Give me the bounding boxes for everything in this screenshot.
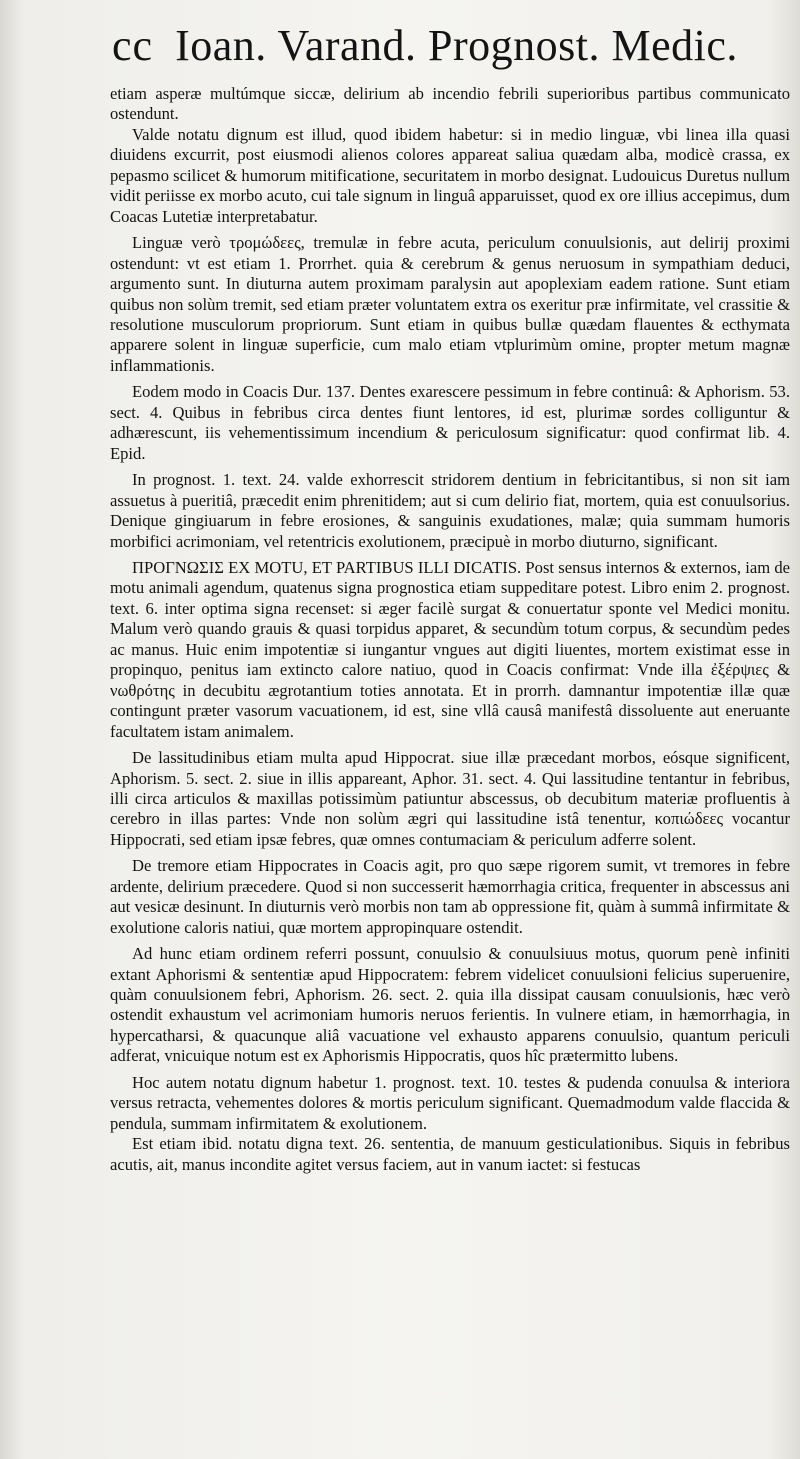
page-number: cc <box>112 21 154 70</box>
paragraph: Hoc autem notatu dignum habetur 1. prognost. text. 10. testes & pudenda conuulsa & interiora versus retracta, vehementes dolores & mortis periculum significant. Quemadmodum valde flaccida & pendula, summam infirmitatem & exolutionem. <box>110 1072 790 1133</box>
text-body <box>110 84 790 1175</box>
paragraph: Eodem modo in Coacis Dur. 137. Dentes exarescere pessimum in febre continuâ: & Aphorism. 53. sect. 4. Quibus in febribus circa dentes fiunt lentores, id est, plurimæ sordes colliguntur & adhærescunt, iis vehementissimum incendium & periculosum significatur: quod confirmat lib. 4. Epid. <box>110 382 790 463</box>
section-paragraph: ΠΡΟΓΝΩΣΙΣ EX MOTU, ET PARTIBUS ILLI DICATIS. Post sensus internos & externos, iam de motu animali agendum, quatenus signa prognostica etiam suppeditare potest. Libro enim 2. prognost. text. 6. inter optima signa recenset: si æger facilè surgat & conuertatur sponte vel Medici monitu. Malum verò quando grauis & quasi torpidus apparet, & secundùm totum corpus, & secundùm pedes ac manus. Huic enim impotentiæ si iungantur vngues aut digiti liuentes, mortem existimat esse in propinquo, penitus iam extincto calore natiuo, quod in Coacis confirmat: Vnde illa ἐξέρψιες & νωθρότης in decubitu ægrotantium toties annotata. Et in prorrh. damnantur impotentiæ illæ quæ contingunt præter vasorum vacuationem, id est, sine vllâ causâ manifestâ dissoluente aut eneruante facultatem istam animalem. <box>110 557 790 741</box>
paragraph: Linguæ verò τρομώδεες, tremulæ in febre acuta, periculum conuulsionis, aut delirij proximi ostendunt: vt est etiam 1. Prorrhet. quia & cerebrum & genus neruosum in sympathiam deduci, argumento sunt. In diuturna autem proximam paralysin aut apoplexiam eadem ratione. Sunt etiam quibus non solùm tremit, sed etiam præter voluntatem extra os exeritur præ infirmitate, vel crassitie & resolutione musculorum propriorum. Sunt etiam in quibus bullæ quædam flauentes & ecthymata apparere solent in linguæ superficie, cum malo etiam vtplurimùm omine, propter metum magnæ inflammationis. <box>110 233 790 375</box>
paragraph: Ad hunc etiam ordinem referri possunt, conuulsio & conuulsiuus motus, quorum penè infiniti extant Aphorismi & sententiæ apud Hippocratem: febrem videlicet conuulsioni felicius superuenire, quàm conuulsionem febri, Aphorism. 26. sect. 2. quia illa dissipat causam conuulsionis, hæc verò ostendit exhaustum vel acrimoniam humoris neruos ferientis. In vulnere etiam, in hæmorrhagia, in hypercatharsi, & quacunque aliâ vacuatione vel exhausto apparens conuulsio, quantum periculi adferat, vnicuique notum est ex Aphorismis Hippocratis, quos hîc prætermitto lubens. <box>110 944 790 1066</box>
paragraph: etiam asperæ multúmque siccæ, delirium ab incendio febrili superioribus partibus communicato ostendunt. <box>110 84 790 124</box>
paragraph: Est etiam ibid. notatu digna text. 26. sententia, de manuum gesticulationibus. Siquis in febribus acutis, ait, manus incondite agitet versus faciem, aut in vanum iactet: si festucas <box>110 1134 790 1174</box>
paragraph: Valde notatu dignum est illud, quod ibidem habetur: si in medio linguæ, vbi linea illa quasi diuidens excurrit, post eiusmodi alienos colores appareat saliua quædam alba, modicè crassa, ex pepasmo scilicet & humorum mitificatione, securitatem in morbo designat. Ludouicus Duretus nullum vidit periisse ex morbo acuto, cui tale signum in linguâ apparuisset, quod ex ore illius accepimus, dum Coacas Lutetiæ interpretabatur. <box>110 124 790 226</box>
running-header <box>112 20 792 80</box>
running-title: Ioan. Varand. Prognost. Medic. <box>175 21 738 70</box>
paragraph: De lassitudinibus etiam multa apud Hippocrat. siue illæ præcedant morbos, eósque significent, Aphorism. 5. sect. 2. siue in illis appareant, Aphor. 31. sect. 4. Qui lassitudine tentantur in febribus, illi circa articulos & maxillas potissimùm patiuntur abscessus, ob decubitum materiæ profluentis à cerebro in illas partes: Vnde non solùm ægri qui lassitudine istâ tenentur, κοπιώδεες vocantur Hippocrati, sed etiam ipsæ febres, quæ omnes contumaciam & periculum adferre solent. <box>110 748 790 849</box>
paragraph: In prognost. 1. text. 24. valde exhorrescit stridorem dentium in febricitantibus, si non sit iam assuetus à pueritiâ, præcedit enim phrenitidem; aut si cum delirio fiat, mortem, quia est conuulsorius. Denique gingiuarum in febre erosiones, & sanguinis exudationes, malæ; quia summam humoris morbifici acrimoniam, vel retentricis exolutionem, præcipuè in morbo diuturno, significant. <box>110 470 790 551</box>
paragraph: De tremore etiam Hippocrates in Coacis agit, pro quo sæpe rigorem sumit, vt tremores in febre ardente, delirium præcedere. Quod si non successerit hæmorrhagia critica, frequenter in abscessus ani aut vesicæ desinunt. In diuturnis verò morbis non tam ab oppressione fit, quàm à summâ infirmitate & exolutione caloris natiui, quæ mortem appropinquare ostendit. <box>110 856 790 937</box>
